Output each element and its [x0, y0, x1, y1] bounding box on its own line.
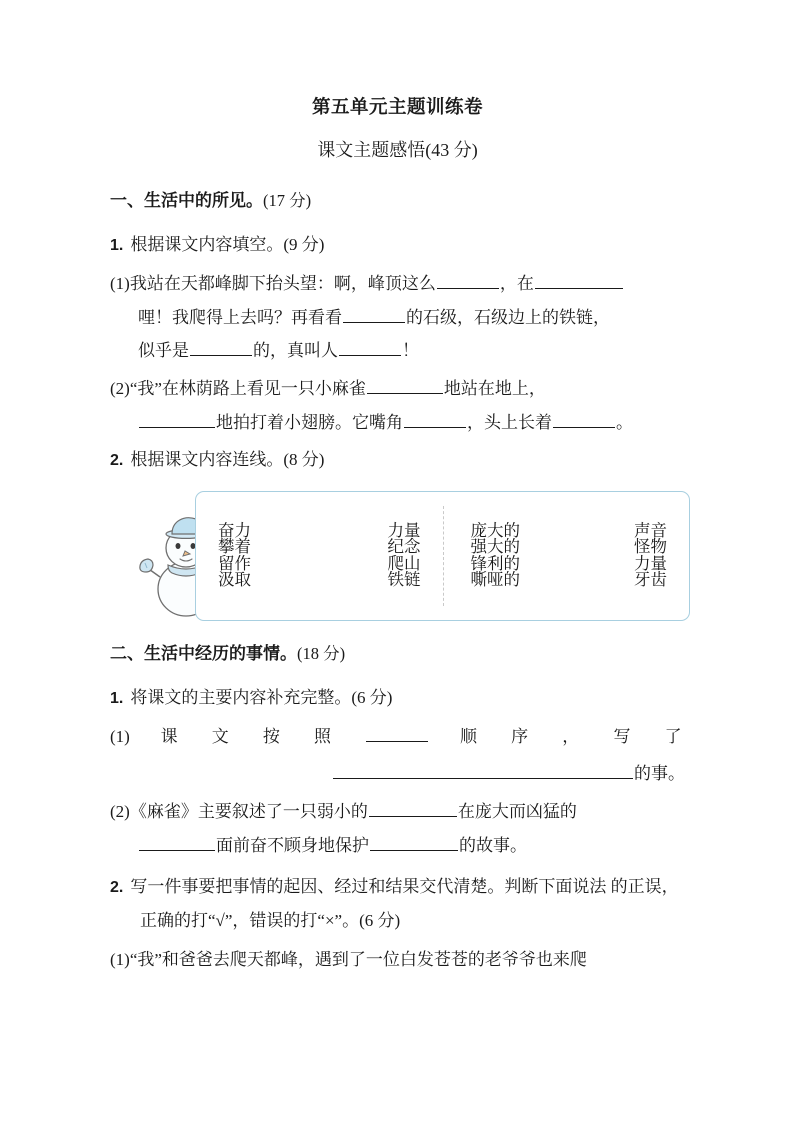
item-1-1-1-text-b: ，在	[499, 274, 534, 294]
section-1-points: (17 分)	[263, 190, 312, 210]
section-heading-2	[110, 643, 685, 665]
item-2-1-2-text-d: 的故事。	[459, 835, 527, 855]
match-word[interactable]: 声音	[634, 520, 667, 540]
item-2-1-1-line2	[110, 757, 685, 791]
item-1-1-2-text-b: 地站在地上，	[443, 379, 546, 399]
match-word[interactable]: 力量	[634, 553, 667, 573]
fill-blank[interactable]	[535, 270, 623, 289]
match-word[interactable]: 嘶哑的	[470, 570, 520, 590]
item-1-1-1-text-e: 似乎是	[138, 341, 189, 361]
question-2-1-prompt: 将课文的主要内容补充完整。(6 分)	[130, 687, 393, 707]
item-1-1-1	[110, 267, 685, 368]
match-word[interactable]: 纪念	[387, 537, 421, 557]
fill-blank[interactable]	[366, 723, 428, 742]
page-subtitle: 课文主题感悟(43 分)	[317, 140, 478, 161]
item-1-1-2-text-e: 。	[616, 412, 633, 432]
fill-blank[interactable]	[404, 409, 466, 428]
item-1-1-1-text-c: 哩！我爬得上去吗？再看看	[138, 307, 342, 327]
item-2-1-2-text-c: 面前奋不顾身地保护	[216, 835, 369, 855]
question-2-1-number: 1.	[110, 689, 124, 707]
item-1-1-1-text-a: 我站在天都峰脚下抬头望：啊，峰顶这么	[129, 274, 436, 294]
match-word[interactable]: 爬山	[387, 553, 421, 573]
match-word[interactable]: 力量	[387, 520, 421, 540]
question-2-2-prompt-line1: 写一件事要把事情的起因、经过和结果交代清楚。判断下面说法	[130, 877, 607, 897]
matching-box	[195, 491, 690, 621]
page-content	[110, 96, 685, 980]
fill-blank[interactable]	[367, 375, 443, 394]
item-1-1-1-line2	[138, 301, 685, 335]
fill-blank[interactable]	[553, 409, 615, 428]
item-2-1-2-text-b: 在庞大而凶猛的	[457, 802, 577, 822]
item-2-2-1-text: “我”和爸爸去爬天都峰，遇到了一位白发苍苍的老爷爷也来爬	[129, 949, 587, 969]
item-1-1-1-line3	[138, 334, 685, 368]
item-2-2-1-label: (1)	[110, 949, 130, 969]
match-column-3	[443, 520, 566, 590]
match-word[interactable]: 攀着	[218, 537, 251, 557]
item-2-2-1	[110, 943, 685, 977]
item-2-1-1-text-c: 的事。	[634, 764, 685, 784]
match-word[interactable]: 汲取	[218, 570, 251, 590]
item-1-1-2	[110, 372, 685, 439]
question-1-1-prompt: 根据课文内容填空。(9 分)	[130, 234, 325, 254]
match-column-4	[566, 520, 689, 590]
item-1-1-2-text-a: “我”在林荫路上看见一只小麻雀	[129, 379, 366, 399]
fill-blank[interactable]	[343, 304, 405, 323]
fill-blank[interactable]	[437, 270, 499, 289]
item-2-1-2	[110, 795, 685, 862]
fill-blank[interactable]	[369, 798, 457, 817]
item-1-1-2-label: (2)	[110, 379, 130, 399]
question-1-2	[110, 443, 685, 476]
section-1-title: 一、生活中的所见。	[110, 190, 263, 210]
match-word[interactable]: 留作	[218, 553, 251, 573]
fill-blank[interactable]	[190, 338, 252, 357]
section-2-title: 二、生活中经历的事情。	[110, 643, 297, 663]
item-1-1-1-text-g: ！	[402, 341, 419, 361]
item-1-1-2-text-c: 地拍打着小翅膀。它嘴角	[216, 412, 403, 432]
fill-blank[interactable]	[139, 409, 215, 428]
question-2-2-number: 2.	[110, 879, 124, 897]
question-1-2-prompt: 根据课文内容连线。(8 分)	[130, 450, 325, 470]
page-title: 第五单元主题训练卷	[311, 96, 483, 117]
item-1-1-2-text-d: ，头上长着	[467, 412, 552, 432]
match-word[interactable]: 牙齿	[634, 570, 667, 590]
question-2-1	[110, 681, 685, 714]
match-word[interactable]: 锋利的	[470, 553, 520, 573]
match-word[interactable]: 庞大的	[470, 520, 520, 540]
item-2-1-1-text-a: 课文按照	[129, 726, 366, 746]
fill-blank[interactable]	[370, 832, 458, 851]
item-2-1-2-text-a: 《麻雀》主要叙述了一只弱小的	[129, 802, 368, 822]
item-2-1-1-text-b: 顺序，写了	[429, 726, 685, 746]
item-1-1-2-line2	[138, 406, 685, 440]
match-word[interactable]: 强大的	[470, 537, 520, 557]
fill-blank[interactable]	[339, 338, 401, 357]
question-1-1-number: 1.	[110, 236, 124, 254]
item-1-1-1-label: (1)	[110, 274, 130, 294]
item-2-1-2-line2	[138, 829, 685, 863]
match-word[interactable]: 怪物	[634, 537, 667, 557]
matching-grid	[196, 492, 689, 620]
item-1-1-1-text-d: 的石级，石级边上的铁链，	[406, 307, 610, 327]
question-1-1	[110, 228, 685, 261]
question-1-2-number: 2.	[110, 452, 124, 470]
matching-exercise	[110, 491, 685, 621]
match-word[interactable]: 铁链	[387, 570, 421, 590]
match-word[interactable]: 奋力	[218, 520, 251, 540]
section-heading-1	[110, 190, 685, 212]
question-2-2-prompt-line2: 的正误，正确的打“√”，错误的打“×”。(6 分)	[140, 877, 679, 930]
item-2-1-1	[110, 720, 685, 754]
fill-blank[interactable]	[333, 761, 633, 780]
section-2-points: (18 分)	[297, 643, 346, 663]
match-column-1	[196, 520, 319, 590]
fill-blank[interactable]	[139, 832, 215, 851]
match-column-2	[319, 520, 442, 590]
question-2-2	[110, 870, 685, 936]
item-2-1-1-label: (1)	[110, 726, 130, 746]
item-1-1-1-text-f: 的，真叫人	[253, 341, 338, 361]
item-2-1-2-label: (2)	[110, 802, 130, 822]
